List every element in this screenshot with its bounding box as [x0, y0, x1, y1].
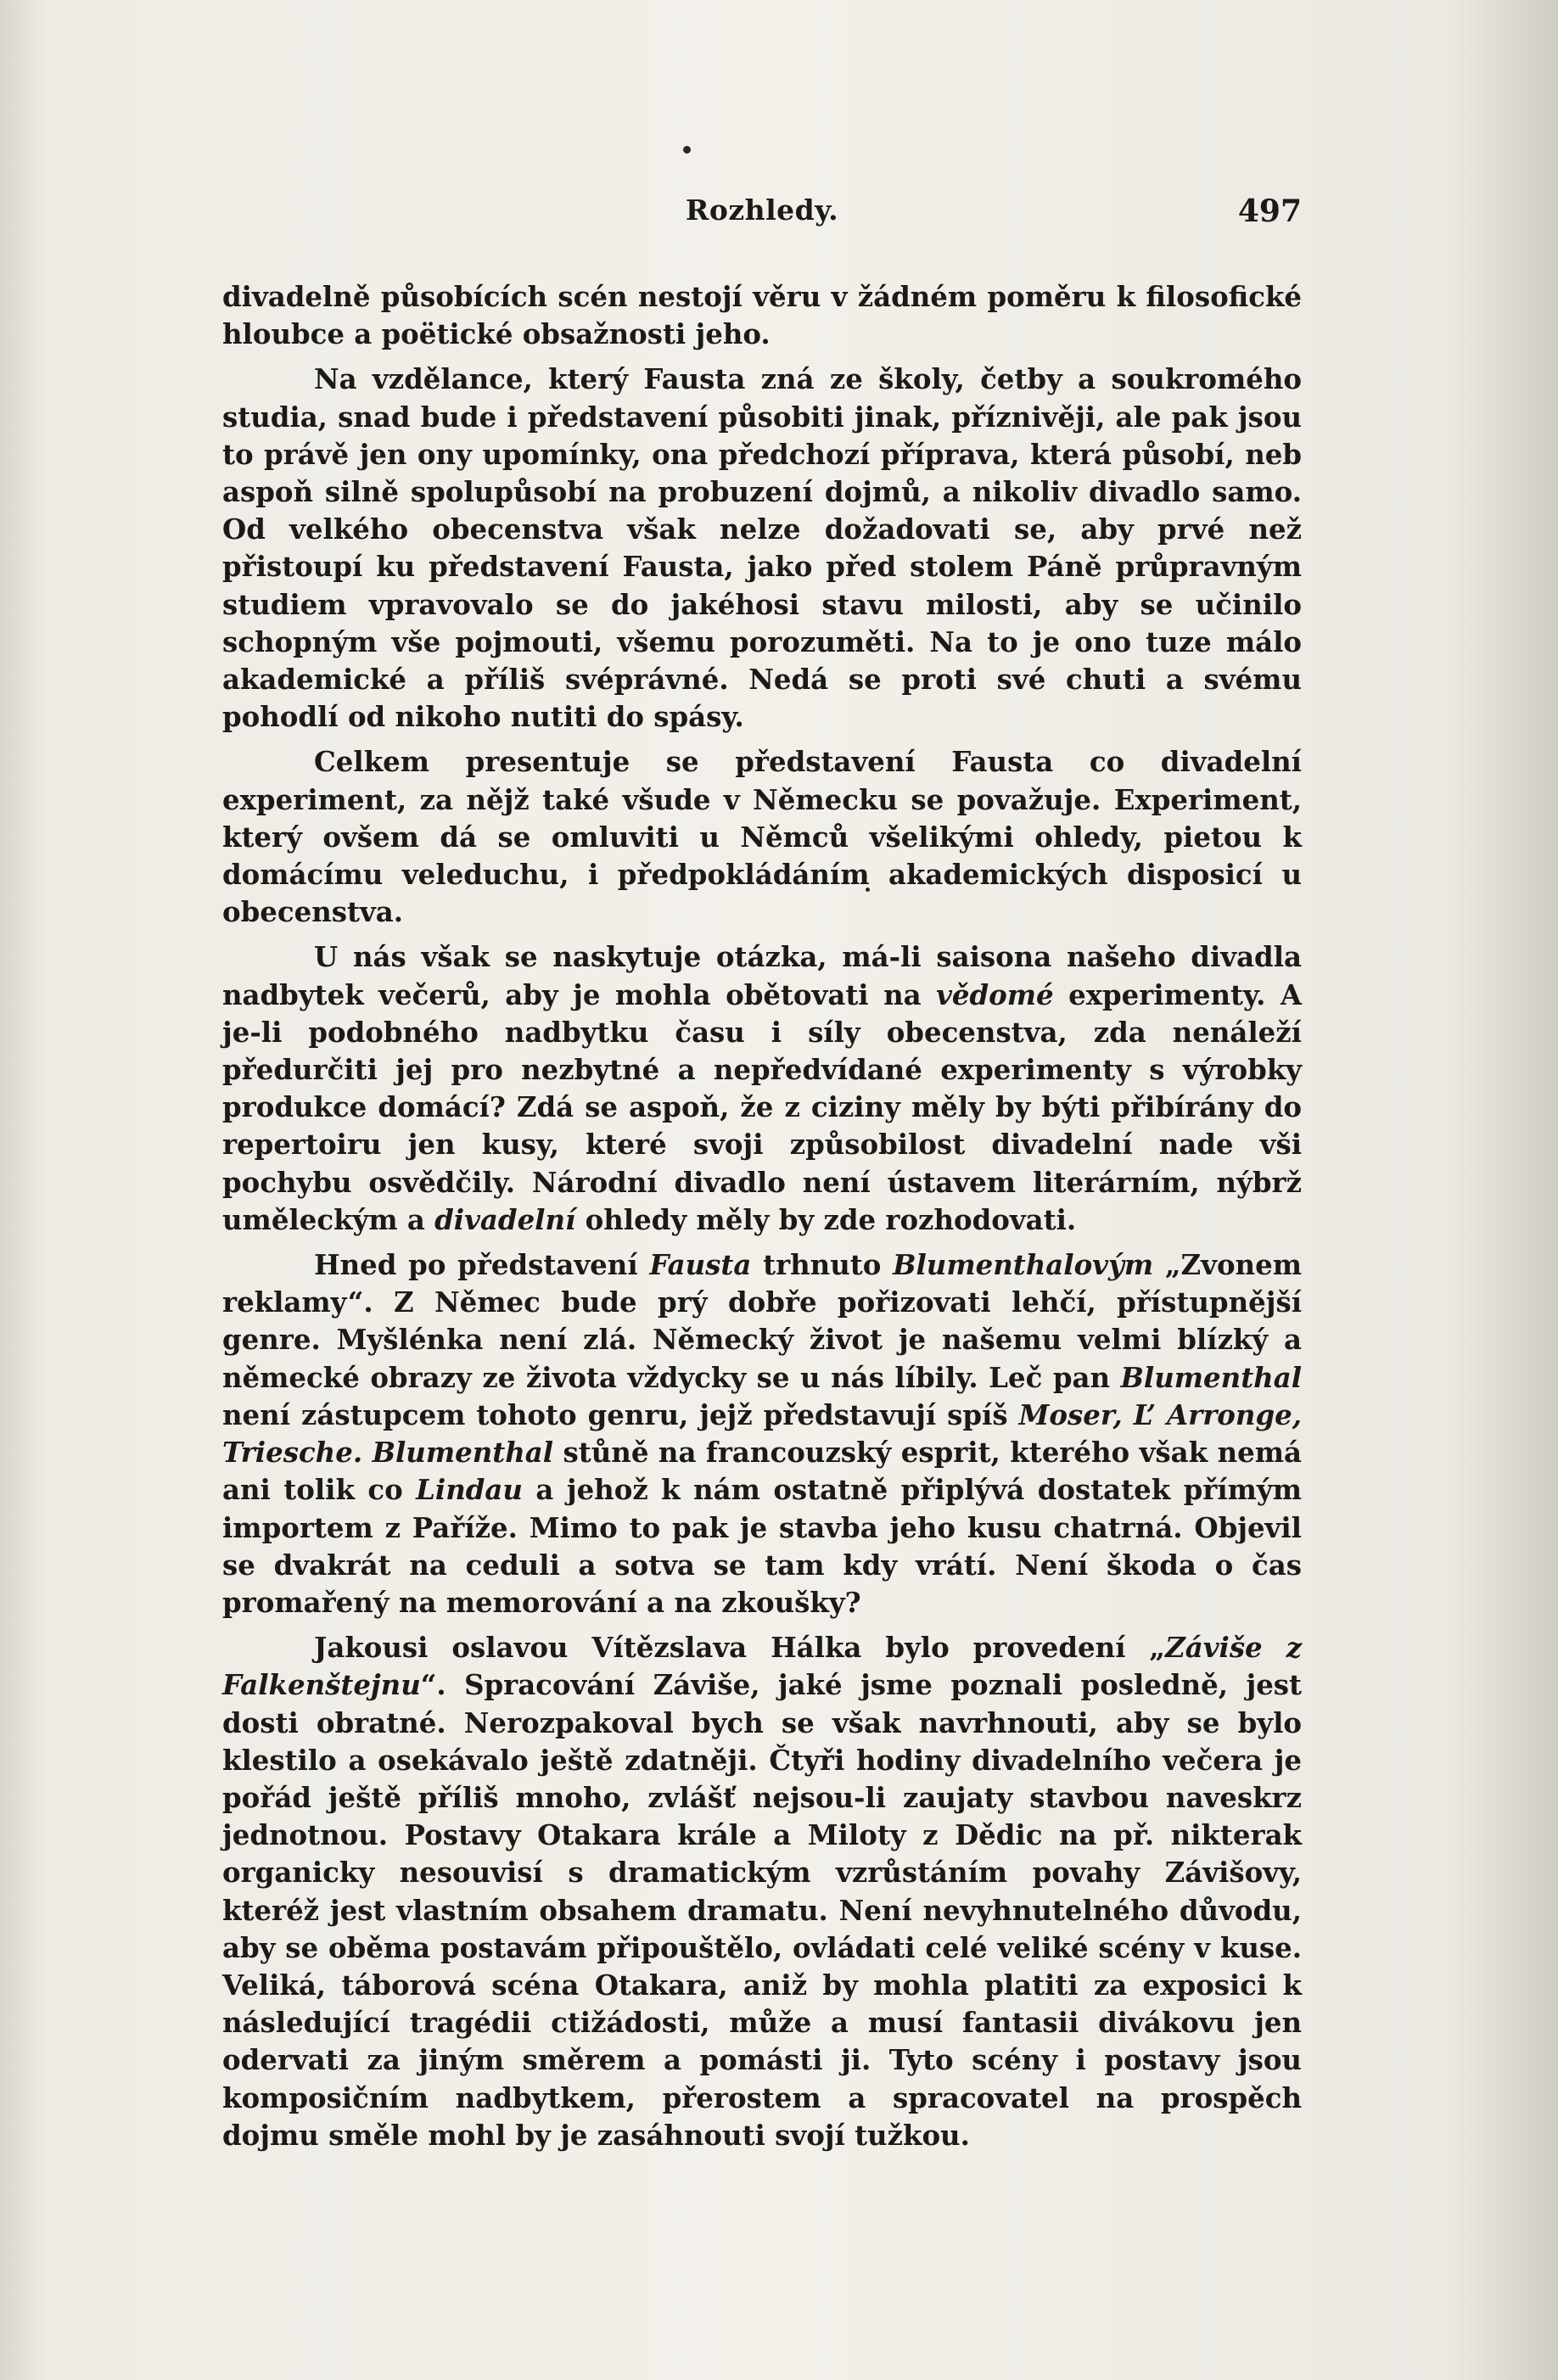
text-run: experimenty. A je-li podobného nadbytku času i síly obecenstva, zda nenáleží předurčiti jej pro nezbytné a nepředvídané experimenty s výrobky produkce domácí? Zdá se aspoň, že z ciziny měly by býti přibírány do repertoiru jen kusy, které svoji způsobilost divadelní nade vši pochybu osvědčily. Národní divadlo není ústavem literárním, nýbrž uměleckým a: [222, 978, 1302, 1236]
text-run: není zástupcem tohoto genru, jejž představují spíš: [222, 1398, 1019, 1431]
italic-text: vědomé: [936, 978, 1054, 1011]
text-run: ohledy měly by zde rozhodovati.: [575, 1203, 1077, 1236]
paragraph: [222, 1246, 1302, 1621]
paragraph: [222, 278, 1302, 353]
text-run: Celkem presentuje se představení Fausta co divadelní experiment, za nějž také všude v Německu se považuje. Experiment, který ovšem dá se omluviti u Němců všelikými ohledy, pietou k domácímu veleduchu, i předpokládáním akademických disposicí u obecenstva.: [222, 746, 1302, 929]
italic-text: divadelní: [434, 1203, 576, 1236]
text-run: a jehož k nám ostatně připlývá dostatek přímým importem z Paříže. Mimo to pak je stavba jeho kusu chatrná. Objevil se dvakrát na ceduli a sotva se tam kdy vrátí. Není škoda o čas promařený na memorování a na zkoušky?: [222, 1474, 1303, 1619]
text-run: Hned po představení: [314, 1249, 650, 1282]
italic-text: Lindau: [416, 1474, 523, 1507]
paragraph: [222, 361, 1302, 736]
running-head: Rozhledy.: [685, 193, 839, 227]
ink-speck: [683, 146, 691, 154]
text-run: trhnuto: [751, 1249, 894, 1282]
text-run: divadelně působících scén nestojí věru v žádném poměru k filosofické hloubce a poëtické obsažnosti jeho.: [222, 281, 1302, 351]
text-run: Na vzdělance, který Fausta zná ze školy, četby a soukromého studia, snad bude i představení působiti jinak, příznivěji, ale pak jsou to právě jen ony upomínky, ona předchozí příprava, která působí, neb aspoň silně spolupůsobí na probuzení dojmů, a nikoliv divadlo samo. Od velkého obecenstva však nelze dožadovati se, aby prvé než přistoupí ku představení Fausta, jako před stolem Páně průpravným studiem vpravovalo se do jakéhosi stavu milosti, aby se učinilo schopným vše pojmouti, všemu porozuměti. Na to je ono tuze málo akademické a příliš svéprávné. Nedá se proti své chuti a svému pohodlí od nikoho nutiti do spásy.: [222, 363, 1302, 734]
body-text: [222, 278, 1302, 2154]
italic-text: Záviše z Falkenštejnu: [222, 1632, 1302, 1702]
text-run: Jakousi oslavou Vítězslava Hálka bylo provedení „: [314, 1632, 1166, 1665]
text-run: stůně na francouzský esprit, kterého však nemá ani tolik co: [222, 1436, 1302, 1507]
italic-text: Fausta: [649, 1249, 752, 1282]
italic-text: Blumenthal: [1120, 1361, 1302, 1394]
italic-text: Blumenthalovým: [893, 1249, 1154, 1282]
page-number: 497: [1237, 193, 1302, 229]
paragraph: [222, 938, 1302, 1239]
text-run: U nás však se naskytuje otázka, má-li saisona našeho divadla nadbytek večerů, aby je mohla obětovati na: [222, 941, 1302, 1011]
paragraph: [222, 1629, 1302, 2154]
text-run: „Zvonem reklamy“. Z Němec bude prý dobře pořizovati lehčí, přístupnější genre. Myšlénka není zlá. Německý život je našemu velmi blízký a německé obrazy ze života vždycky se u nás líbily. Leč pan: [222, 1249, 1302, 1394]
text-run: “. Spracování Záviše, jaké jsme poznali posledně, jest dosti obratné. Nerozpakoval bych se však navrhnouti, aby se bylo klestilo a osekávalo ještě zdatněji. Čtyři hodiny divadelního večera je pořád ještě příliš mnoho, zvlášť nejsou-li zaujaty stavbou naveskrz jednotnou. Postavy Otakara krále a Miloty z Dědic na př. nikterak organicky nesouvisí s dramatickým vzrůstáním povahy Závišovy, kteréž jest vlastním obsahem dramatu. Není nevyhnutelného důvodu, aby se oběma postavám připouštělo, ovládati celé veliké scény v kuse. Veliká, táborová scéna Otakara, aniž by mohla platiti za exposici k následující tragédii ctižádosti, může a musí fantasii divákovu jen odervati za jiným směrem a pomásti ji. Tyto scény i postavy jsou komposičním nadbytkem, přerostem a spracovatel na prospěch dojmu směle mohl by je zasáhnouti svojí tužkou.: [222, 1669, 1302, 2152]
paragraph: [222, 743, 1302, 931]
italic-text: Moser, L’ Arronge, Triesche. Blumenthal: [222, 1398, 1302, 1470]
page-header: [222, 193, 1302, 244]
